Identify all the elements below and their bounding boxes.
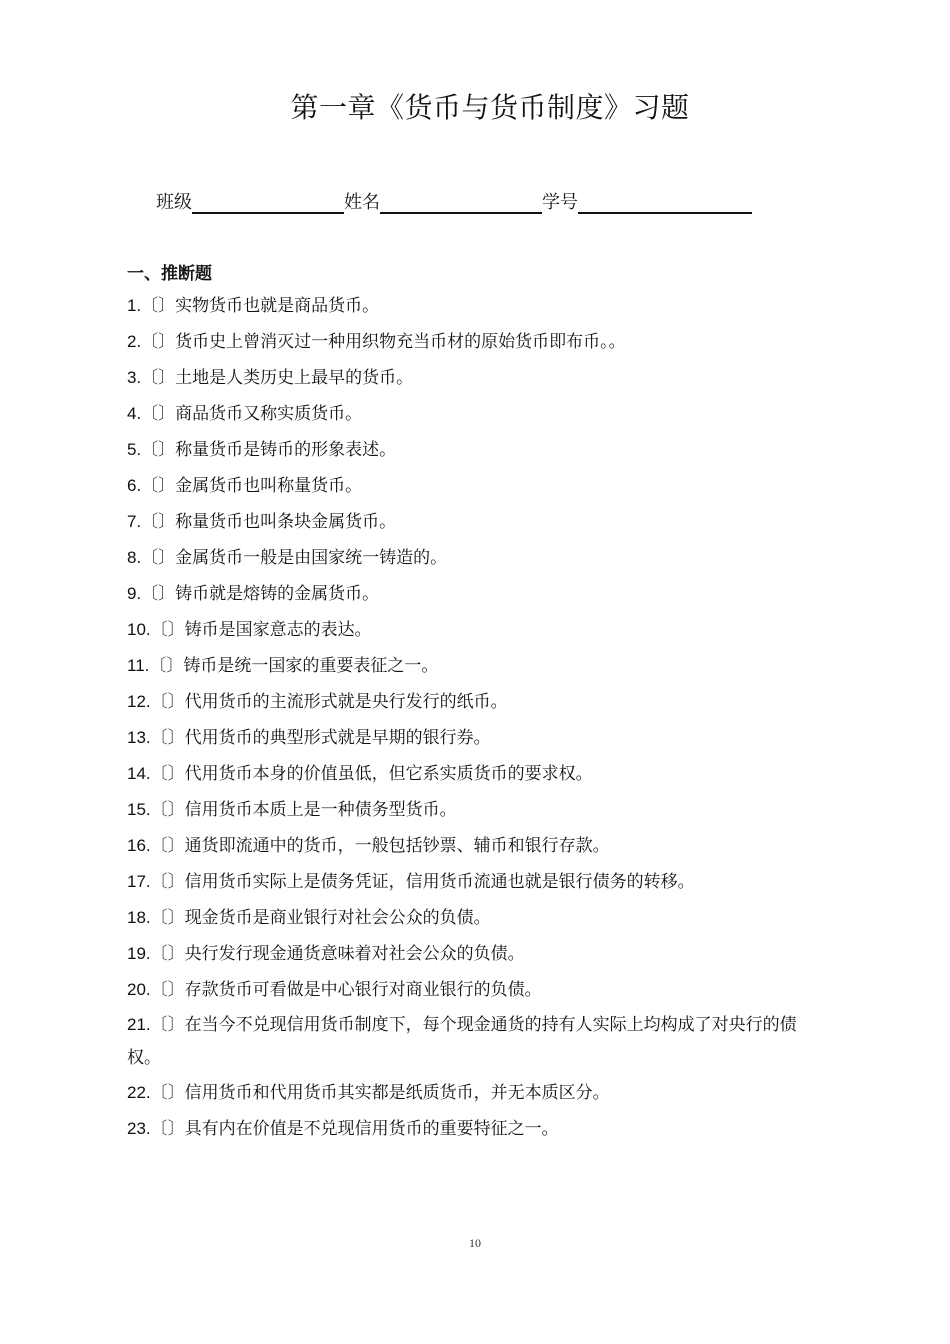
- question-number: 10.: [127, 620, 151, 639]
- question-number: 7.: [127, 512, 142, 531]
- question-item: [127, 612, 827, 648]
- question-item: [127, 828, 827, 864]
- question-text: 〔〕铸币是国家意志的表达。: [150, 620, 372, 640]
- question-item: [127, 864, 827, 900]
- question-number: 5.: [127, 440, 142, 459]
- id-label: 学号: [542, 192, 578, 213]
- question-item: [127, 684, 827, 720]
- name-label: 姓名: [344, 192, 380, 213]
- question-number: 1.: [127, 296, 142, 315]
- question-text: 〔〕存款货币可看做是中心银行对商业银行的负债。: [150, 980, 542, 1000]
- question-text: 〔〕货币史上曾消灭过一种用织物充当币材的原始货币即布币。。: [141, 332, 626, 352]
- student-info-row: [156, 188, 752, 214]
- question-number: 15.: [127, 800, 151, 819]
- question-item: [127, 936, 827, 972]
- name-blank: [380, 192, 542, 214]
- question-item: [127, 396, 827, 432]
- question-number: 21.: [127, 1015, 151, 1034]
- question-text: 〔〕代用货币的典型形式就是早期的银行券。: [150, 728, 491, 748]
- question-number: 19.: [127, 944, 151, 963]
- id-blank: [578, 192, 752, 214]
- question-number: 6.: [127, 476, 142, 495]
- question-number: 18.: [127, 908, 151, 927]
- question-text: 〔〕金属货币一般是由国家统一铸造的。: [141, 548, 448, 568]
- question-item: [127, 540, 827, 576]
- question-text: 〔〕通货即流通中的货币，一般包括钞票、辅币和银行存款。: [150, 836, 610, 856]
- question-item: [127, 720, 827, 756]
- question-item: [127, 1008, 827, 1075]
- question-number: 22.: [127, 1083, 151, 1102]
- question-text: 〔〕铸币是统一国家的重要表征之一。: [149, 656, 439, 676]
- question-item: [127, 900, 827, 936]
- question-item: [127, 1075, 827, 1111]
- question-number: 11.: [127, 656, 150, 675]
- question-text: 〔〕具有内在价值是不兑现信用货币的重要特征之一。: [150, 1119, 559, 1139]
- question-text: 〔〕金属货币也叫称量货币。: [141, 476, 363, 496]
- page-title: 第一章《货币与货币制度》习题: [290, 91, 690, 124]
- question-number: 17.: [127, 872, 151, 891]
- question-text: 〔〕信用货币和代用货币其实都是纸质货币，并无本质区分。: [150, 1083, 610, 1103]
- question-text: 〔〕信用货币本质上是一种债务型货币。: [150, 800, 457, 820]
- question-number: 13.: [127, 728, 151, 747]
- question-number: 4.: [127, 404, 142, 423]
- question-text: 〔〕央行发行现金通货意味着对社会公众的负债。: [150, 944, 525, 964]
- question-text: 〔〕代用货币的主流形式就是央行发行的纸币。: [150, 692, 508, 712]
- question-text: 〔〕土地是人类历史上最早的货币。: [141, 368, 414, 388]
- question-item: [127, 1111, 827, 1147]
- question-number: 14.: [127, 764, 151, 783]
- page-number: 10: [469, 1236, 481, 1250]
- question-text: 〔〕实物货币也就是商品货币。: [141, 296, 380, 316]
- question-text: 〔〕现金货币是商业银行对社会公众的负债。: [150, 908, 491, 928]
- question-number: 3.: [127, 368, 142, 387]
- question-item: [127, 972, 827, 1008]
- section-title: 一、推断题: [127, 264, 212, 284]
- question-number: 8.: [127, 548, 142, 567]
- class-label: 班级: [156, 192, 192, 213]
- question-item: [127, 648, 827, 684]
- question-item: [127, 288, 827, 324]
- question-number: 20.: [127, 980, 151, 999]
- question-text: 〔〕在当今不兑现信用货币制度下，每个现金通货的持有人实际上均构成了对央行的债权。: [127, 1015, 797, 1068]
- question-number: 9.: [127, 584, 142, 603]
- question-item: [127, 576, 827, 612]
- question-number: 2.: [127, 332, 142, 351]
- question-item: [127, 792, 827, 828]
- class-blank: [192, 192, 344, 214]
- question-text: 〔〕称量货币也叫条块金属货币。: [141, 512, 397, 532]
- question-number: 16.: [127, 836, 151, 855]
- question-text: 〔〕信用货币实际上是债务凭证，信用货币流通也就是银行债务的转移。: [150, 872, 695, 892]
- question-number: 12.: [127, 692, 151, 711]
- question-item: [127, 504, 827, 540]
- question-list: [127, 288, 827, 1147]
- question-text: 〔〕代用货币本身的价值虽低，但它系实质货币的要求权。: [150, 764, 593, 784]
- question-number: 23.: [127, 1119, 151, 1138]
- question-item: [127, 360, 827, 396]
- question-text: 〔〕商品货币又称实质货币。: [141, 404, 363, 424]
- question-text: 〔〕称量货币是铸币的形象表述。: [141, 440, 397, 460]
- question-item: [127, 432, 827, 468]
- question-text: 〔〕铸币就是熔铸的金属货币。: [141, 584, 380, 604]
- question-item: [127, 324, 827, 360]
- question-item: [127, 756, 827, 792]
- question-item: [127, 468, 827, 504]
